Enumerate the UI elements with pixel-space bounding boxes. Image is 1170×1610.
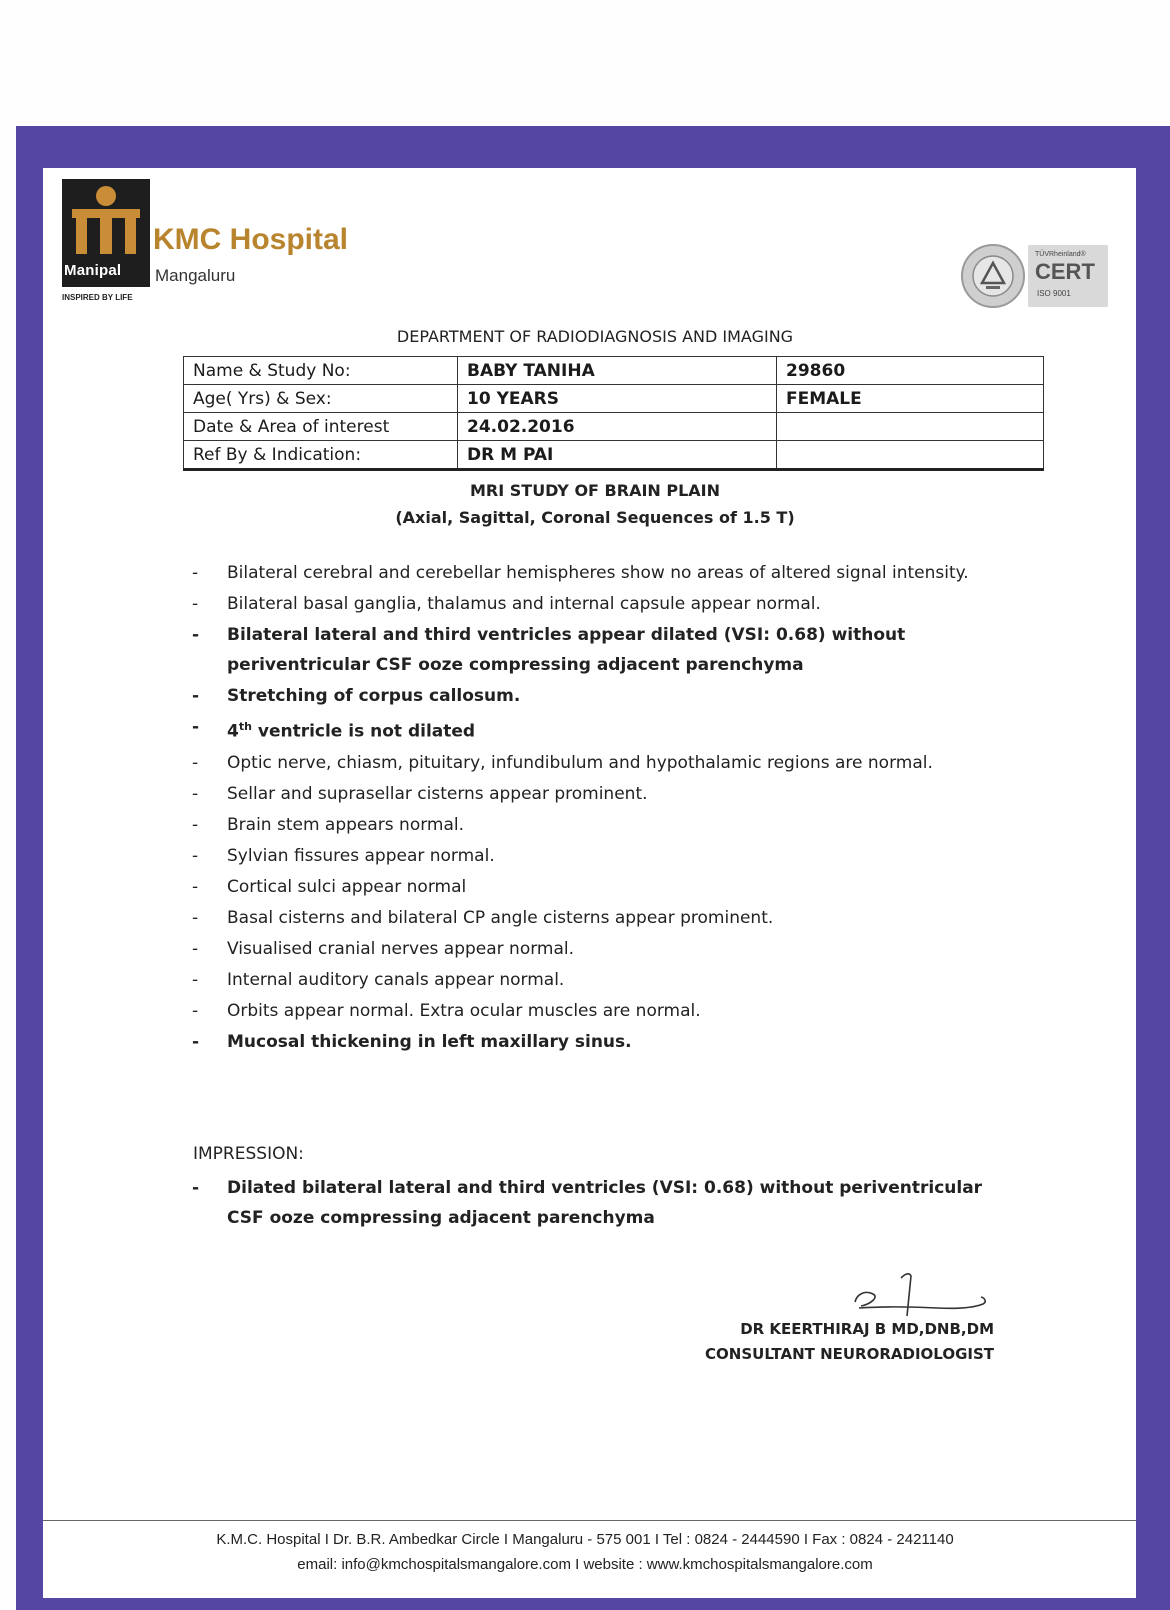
finding-text: Mucosal thickening in left maxillary sinus. (227, 1031, 632, 1052)
bullet-dash: - (192, 1031, 200, 1052)
footer-contact: email: info@kmchospitalsmangalore.com I website : www.kmchospitalsmangalore.com (297, 1556, 873, 1573)
info-extra (777, 441, 1044, 470)
signatory-name: DR KEERTHIRAJ B MD,DNB,DM (740, 1320, 994, 1338)
finding-item (192, 1027, 992, 1057)
finding-text: Sellar and suprasellar cisterns appear prominent. (227, 783, 648, 804)
bullet-dash: - (192, 969, 199, 990)
bullet-dash: - (192, 594, 199, 614)
bullet-dash: - (192, 907, 199, 928)
bullet-dash: - (192, 814, 199, 835)
finding-sup: th (238, 720, 252, 733)
finding-text: ventricle is not dilated (251, 721, 476, 742)
finding-item (192, 620, 992, 680)
logo-brand-text: Manipal (64, 262, 122, 279)
finding-item (192, 748, 992, 778)
info-row (184, 357, 1044, 385)
finding-item (192, 558, 992, 588)
finding-item (192, 681, 992, 711)
footer-address: K.M.C. Hospital I Dr. B.R. Ambedkar Circle I Mangaluru - 575 001 I Tel : 0824 - 2444590 I Fax : 0824 - 2421140 (216, 1531, 954, 1548)
finding-item (192, 903, 992, 933)
finding-prefix: 4 (227, 721, 239, 742)
info-extra: FEMALE (777, 385, 1044, 413)
cert-issuer: TÜVRheinland® (1035, 251, 1086, 258)
footer-divider (43, 1520, 1136, 1521)
impression-item (192, 1173, 1012, 1233)
finding-text: Basal cisterns and bilateral CP angle cisterns appear prominent. (227, 907, 774, 928)
info-row (184, 441, 1044, 470)
finding-text: Orbits appear normal. Extra ocular muscles are normal. (227, 1000, 701, 1021)
finding-item (192, 810, 992, 840)
info-value: BABY TANIHA (458, 357, 777, 385)
info-row (184, 385, 1044, 413)
signatory-title: CONSULTANT NEURORADIOLOGIST (705, 1345, 994, 1363)
finding-item (192, 872, 992, 902)
bullet-dash: - (192, 1178, 200, 1198)
finding-item (192, 589, 992, 619)
finding-text: Brain stem appears normal. (227, 814, 465, 835)
logo-tagline: INSPIRED BY LIFE (62, 293, 133, 302)
bullet-dash: - (192, 876, 199, 897)
bullet-dash: - (192, 563, 199, 583)
impression-list (192, 1173, 1012, 1233)
impression-heading: IMPRESSION: (193, 1144, 304, 1164)
manipal-emblem-icon (62, 179, 150, 259)
info-label: Name & Study No: (184, 357, 458, 385)
patient-info-table (183, 356, 1044, 471)
department-title: DEPARTMENT OF RADIODIAGNOSIS AND IMAGING (396, 327, 794, 346)
hospital-name: KMC Hospital (153, 223, 348, 256)
finding-item (192, 712, 992, 747)
finding-item (192, 965, 992, 995)
bullet-dash: - (192, 717, 200, 737)
bullet-dash: - (192, 1000, 199, 1021)
finding-item (192, 996, 992, 1026)
cert-label: CERT (1035, 259, 1095, 284)
finding-item (192, 934, 992, 964)
finding-text: Stretching of corpus callosum. (227, 686, 521, 706)
study-title: MRI STUDY OF BRAIN PLAIN (469, 481, 721, 500)
footer (0, 1527, 1170, 1577)
manipal-logo (62, 179, 150, 287)
info-label: Ref By & Indication: (184, 441, 458, 470)
bullet-dash: - (192, 625, 200, 645)
info-value: 10 YEARS (458, 385, 777, 413)
info-value: DR M PAI (458, 441, 777, 470)
finding-text: Visualised cranial nerves appear normal. (227, 938, 575, 959)
findings-list (192, 558, 992, 1058)
info-extra: 29860 (777, 357, 1044, 385)
info-row (184, 413, 1044, 441)
cert-standard: ISO 9001 (1037, 289, 1071, 298)
bullet-dash: - (192, 752, 199, 773)
finding-text: Cortical sulci appear normal (227, 876, 467, 897)
finding-text: Bilateral cerebral and cerebellar hemispheres show no areas of altered signal intensity. (227, 563, 969, 583)
study-subtitle: (Axial, Sagittal, Coronal Sequences of 1.5 T) (395, 508, 795, 527)
cert-badge (1028, 245, 1108, 307)
finding-text: Bilateral lateral and third ventricles appear dilated (VSI: 0.68) without periventricular CSF ooze compressing adjacent parenchyma (227, 625, 906, 675)
info-label: Age( Yrs) & Sex: (184, 385, 458, 413)
finding-text: Bilateral basal ganglia, thalamus and internal capsule appear normal. (227, 594, 821, 614)
finding-item (192, 841, 992, 871)
info-label: Date & Area of interest (184, 413, 458, 441)
impression-text: Dilated bilateral lateral and third ventricles (VSI: 0.68) without periventricular CSF ooze compressing adjacent parenchyma (227, 1178, 983, 1228)
bullet-dash: - (192, 783, 199, 804)
signatory-block (705, 1317, 994, 1367)
finding-item (192, 779, 992, 809)
certification-seal-icon (960, 243, 1026, 309)
info-extra (777, 413, 1044, 441)
hospital-city: Mangaluru (155, 266, 236, 285)
bullet-dash: - (192, 686, 200, 706)
info-value: 24.02.2016 (458, 413, 777, 441)
finding-text: Optic nerve, chiasm, pituitary, infundibulum and hypothalamic regions are normal. (227, 752, 933, 773)
bullet-dash: - (192, 845, 199, 866)
finding-text: Sylvian fissures appear normal. (227, 845, 495, 866)
finding-text: Internal auditory canals appear normal. (227, 969, 565, 990)
bullet-dash: - (192, 938, 199, 959)
